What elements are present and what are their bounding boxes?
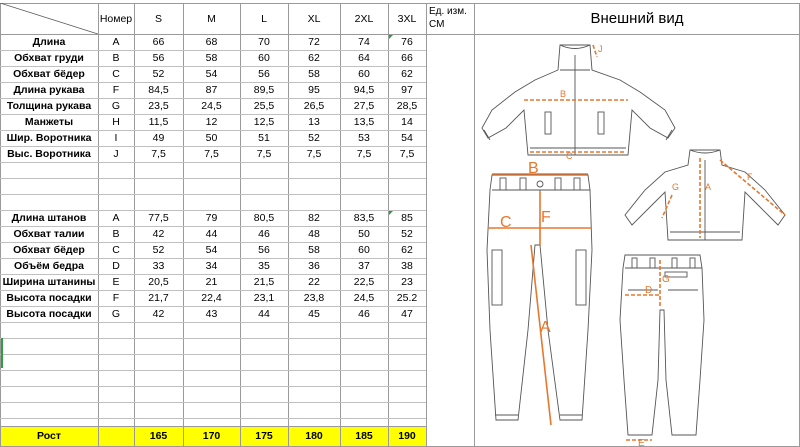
jacket-row-value: 11,5 xyxy=(148,116,169,128)
pants-hip-label: C xyxy=(500,214,512,231)
jacket-row-value: 12,5 xyxy=(253,116,275,128)
jacket-row-value: 58 xyxy=(205,52,218,64)
jacket-row-value: 62 xyxy=(401,68,413,80)
pants-row-value: 50 xyxy=(358,228,370,240)
header-size-3xl: 3XL xyxy=(397,12,417,25)
jacket-row-value: 7,5 xyxy=(306,148,322,160)
pants-row-code: C xyxy=(112,244,120,256)
pants-row-value: 46 xyxy=(258,228,270,240)
jacket-hip-label: C xyxy=(566,151,573,161)
jacket-row-value: 27,5 xyxy=(353,100,375,112)
pants-row-value: 36 xyxy=(308,260,320,272)
jacket-row-value: 70 xyxy=(258,36,270,48)
jacket-sleeve-label: G xyxy=(672,182,680,192)
height-row-value: 170 xyxy=(183,426,240,446)
pants-row-value: 34 xyxy=(205,260,218,272)
header-size-l: L xyxy=(261,12,267,25)
jacket-row-code: B xyxy=(112,52,120,64)
jacket-row-value: 60 xyxy=(258,52,270,64)
jacket-row-value: 76 xyxy=(401,36,413,48)
jacket-row-code: A xyxy=(112,36,120,48)
pants-row-value: 37 xyxy=(358,260,370,272)
pants-row-name: Длина штанов xyxy=(11,212,87,224)
jacket-row-value: 53 xyxy=(358,132,370,144)
jacket-row-value: 58 xyxy=(308,68,320,80)
jacket-row-value: 62 xyxy=(308,52,320,64)
pants-length-label: A xyxy=(540,319,551,336)
jacket-row-value: 52 xyxy=(152,68,165,80)
pants-back-rise-label: G xyxy=(662,274,670,285)
pants-row-value: 44 xyxy=(205,228,218,240)
pants-row-name: Ширина штанины xyxy=(2,276,96,288)
jacket-row-value: 25,5 xyxy=(253,100,275,112)
pants-row-value: 43 xyxy=(205,308,218,320)
header-size-xl: XL xyxy=(307,12,321,25)
pants-row-value: 82 xyxy=(308,212,320,224)
jacket-row-code: F xyxy=(112,84,120,96)
header-units: Ед. изм. СМ xyxy=(429,6,467,30)
pants-row-value: 25.2 xyxy=(396,292,418,304)
pants-row-value: 62 xyxy=(401,244,413,256)
jacket-chest-label: B xyxy=(560,89,567,99)
pants-row-value: 48 xyxy=(308,228,320,240)
pants-row-value: 21,7 xyxy=(148,292,169,304)
pants-row-value: 60 xyxy=(358,244,370,256)
pants-row-value: 52 xyxy=(401,228,413,240)
pants-row-value: 54 xyxy=(205,244,218,256)
pants-row-name: Обхват талии xyxy=(13,228,85,240)
pants-row-value: 22 xyxy=(308,276,320,288)
jacket-row-value: 49 xyxy=(152,132,165,144)
pants-row-code: A xyxy=(112,212,120,224)
header-size-2xl: 2XL xyxy=(354,12,374,25)
pants-row-value: 23 xyxy=(401,276,413,288)
jacket-row-value: 54 xyxy=(401,132,413,144)
jacket-row-code: I xyxy=(114,132,118,144)
jacket-row-value: 94,5 xyxy=(353,84,375,96)
jacket-row-value: 64 xyxy=(358,52,370,64)
height-row-value: 185 xyxy=(340,426,388,446)
jacket-row-name: Обхват бёдер xyxy=(13,68,85,80)
jacket-row-value: 95 xyxy=(308,84,320,96)
jacket-row-value: 51 xyxy=(258,132,270,144)
pants-row-code: B xyxy=(112,228,120,240)
jacket-row-value: 87 xyxy=(205,84,218,96)
height-row-value: 190 xyxy=(388,426,426,446)
pants-thigh-label: D xyxy=(645,285,653,296)
pants-row-value: 33 xyxy=(152,260,165,272)
pants-row-value: 83,5 xyxy=(353,212,375,224)
pants-row-value: 20,5 xyxy=(148,276,169,288)
height-row-value: 180 xyxy=(288,426,340,446)
jacket-length-label: A xyxy=(705,182,712,192)
pants-row-value: 79 xyxy=(205,212,218,224)
height-row-value: 175 xyxy=(240,426,288,446)
jacket-row-value: 68 xyxy=(205,36,218,48)
jacket-row-value: 74 xyxy=(358,36,370,48)
pants-row-name: Высота посадки xyxy=(6,292,92,304)
jacket-row-name: Длина xyxy=(32,36,66,48)
jacket-row-value: 84,5 xyxy=(148,84,169,96)
jacket-row-value: 60 xyxy=(358,68,370,80)
header-size-m: M xyxy=(207,12,216,25)
jacket-row-name: Длина рукава xyxy=(13,84,85,96)
pants-row-value: 21,5 xyxy=(253,276,275,288)
jacket-row-value: 66 xyxy=(401,52,413,64)
pants-row-value: 56 xyxy=(258,244,270,256)
pants-row-value: 22,4 xyxy=(201,292,222,304)
pants-row-value: 52 xyxy=(152,244,165,256)
pants-row-code: D xyxy=(112,260,120,272)
jacket-row-value: 72 xyxy=(308,36,320,48)
pants-row-value: 44 xyxy=(258,308,270,320)
jacket-row-value: 56 xyxy=(152,52,165,64)
pants-row-name: Высота посадки xyxy=(6,308,92,320)
jacket-row-value: 13,5 xyxy=(353,116,375,128)
jacket-row-value: 52 xyxy=(308,132,320,144)
pants-row-value: 80,5 xyxy=(253,212,275,224)
jacket-row-name: Толщина рукава xyxy=(6,100,92,112)
pants-row-value: 35 xyxy=(258,260,270,272)
jacket-row-name: Выс. Воротника xyxy=(7,148,91,160)
height-row-name: Рост xyxy=(0,426,98,446)
jacket-sleeve-length-label: F xyxy=(747,172,753,182)
jacket-row-value: 13 xyxy=(308,116,320,128)
pants-row-value: 23,8 xyxy=(303,292,325,304)
jacket-row-value: 12 xyxy=(205,116,218,128)
jacket-collar-label: J xyxy=(598,44,603,54)
jacket-row-value: 24,5 xyxy=(201,100,222,112)
pants-row-value: 77,5 xyxy=(148,212,169,224)
jacket-row-code: C xyxy=(112,68,120,80)
height-row-value: 165 xyxy=(134,426,183,446)
jacket-row-name: Шир. Воротника xyxy=(6,132,92,144)
jacket-row-code: J xyxy=(113,148,119,160)
jacket-row-value: 14 xyxy=(401,116,413,128)
pants-leg-width-label: E xyxy=(638,438,645,447)
pants-row-value: 46 xyxy=(358,308,370,320)
pants-row-name: Обхват бёдер xyxy=(13,244,85,256)
jacket-row-code: G xyxy=(111,100,121,112)
pants-row-code: G xyxy=(111,308,121,320)
pants-row-value: 42 xyxy=(152,308,165,320)
pants-row-value: 42 xyxy=(152,228,165,240)
diagram-title: Внешний вид xyxy=(590,9,684,27)
jacket-row-value: 7,5 xyxy=(151,148,166,160)
pants-row-value: 22,5 xyxy=(353,276,375,288)
pants-row-value: 21 xyxy=(205,276,218,288)
pants-row-value: 58 xyxy=(308,244,320,256)
pants-row-value: 45 xyxy=(308,308,320,320)
pants-row-value: 47 xyxy=(401,308,413,320)
pants-row-value: 85 xyxy=(401,212,413,224)
jacket-row-value: 97 xyxy=(401,84,413,96)
pants-row-code: E xyxy=(112,276,120,288)
jacket-row-code: H xyxy=(112,116,120,128)
jacket-row-value: 89,5 xyxy=(253,84,275,96)
jacket-row-name: Обхват груди xyxy=(14,52,84,64)
header-number: Номер xyxy=(99,12,133,25)
jacket-row-value: 23,5 xyxy=(148,100,169,112)
pants-row-value: 23,1 xyxy=(253,292,275,304)
pants-row-value: 38 xyxy=(401,260,413,272)
jacket-row-value: 66 xyxy=(152,36,165,48)
pants-rise-label: F xyxy=(541,209,551,226)
jacket-row-value: 7,5 xyxy=(399,148,415,160)
jacket-row-name: Манжеты xyxy=(24,116,74,128)
jacket-row-value: 7,5 xyxy=(204,148,219,160)
jacket-row-value: 28,5 xyxy=(396,100,418,112)
jacket-row-value: 54 xyxy=(205,68,218,80)
pants-row-name: Объём бедра xyxy=(14,260,84,272)
pants-waist-label: B xyxy=(528,160,539,177)
jacket-row-value: 50 xyxy=(205,132,218,144)
pants-row-code: F xyxy=(112,292,120,304)
jacket-back-drawing xyxy=(625,150,785,240)
jacket-row-value: 56 xyxy=(258,68,270,80)
jacket-row-value: 7,5 xyxy=(256,148,272,160)
jacket-row-value: 7,5 xyxy=(356,148,372,160)
header-size-s: S xyxy=(154,12,162,25)
pants-row-value: 24,5 xyxy=(353,292,375,304)
jacket-row-value: 26,5 xyxy=(303,100,325,112)
